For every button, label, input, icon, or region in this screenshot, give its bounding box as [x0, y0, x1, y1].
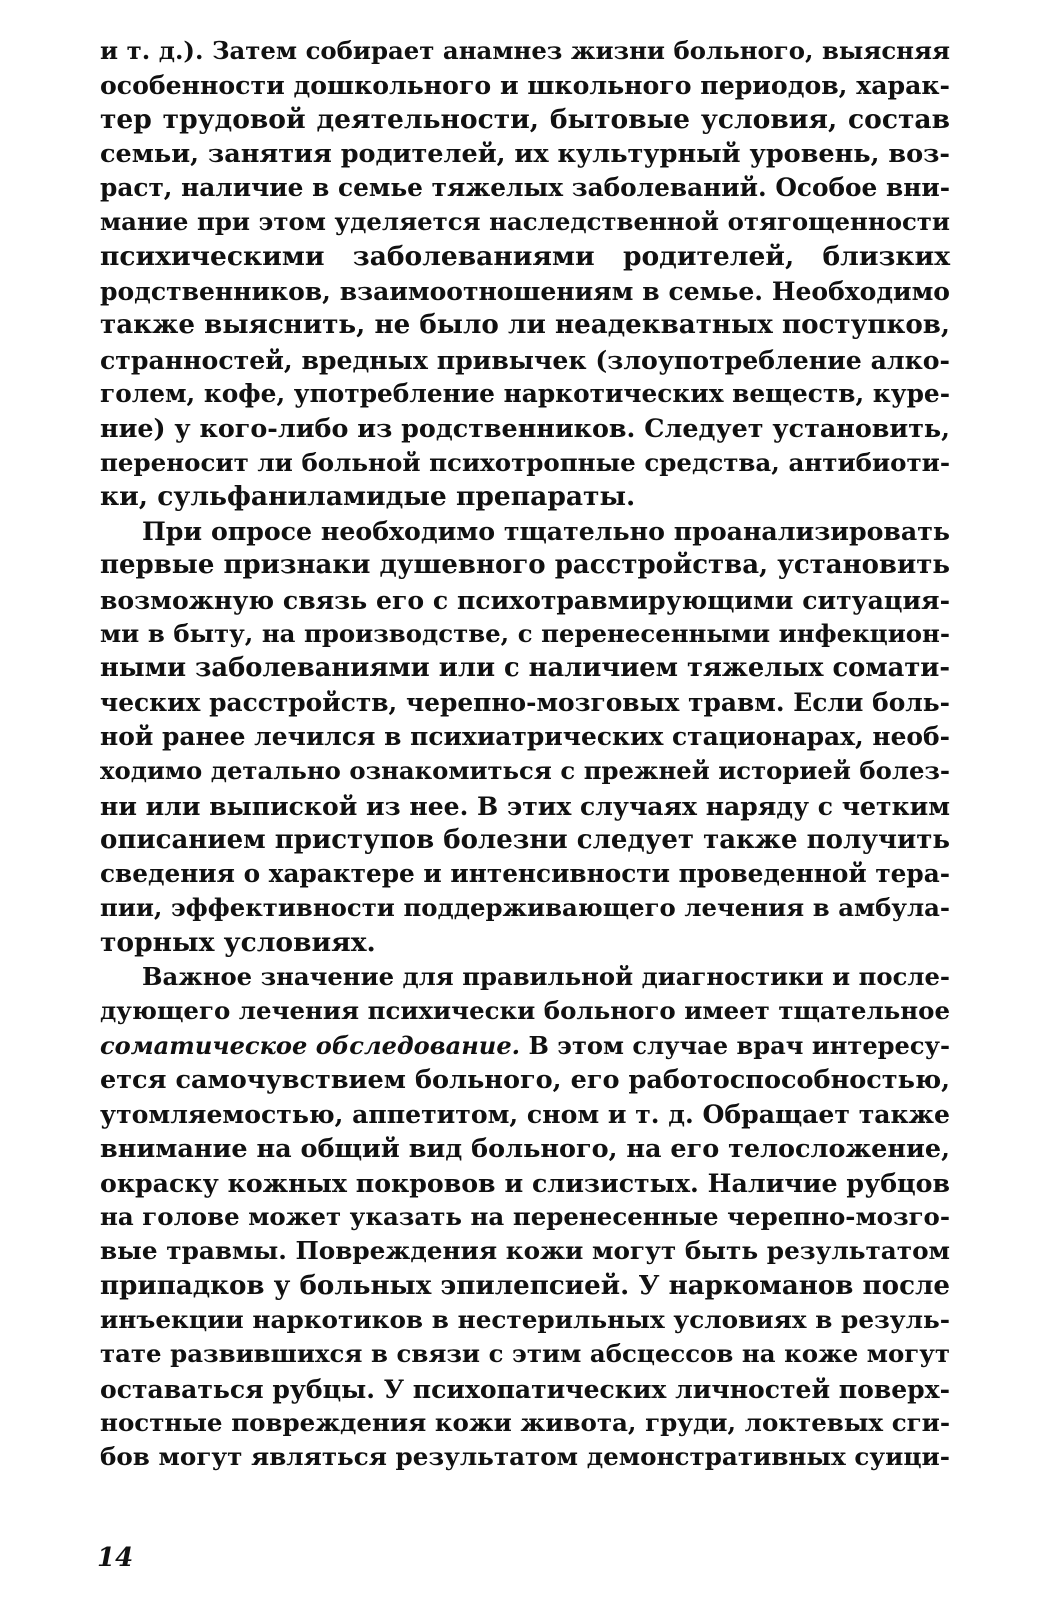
text-line: вые травмы. Повреждения кожи могут быть результатом	[100, 1236, 950, 1266]
text-line: странностей, вредных привычек (злоупотребление алко-	[100, 344, 950, 375]
text-line-mixed	[100, 1029, 950, 1063]
text-line: возможную связь его с психотравмирующими ситуация-	[100, 584, 950, 615]
text-line: ние) у кого-либо из родственников. Следует установить,	[100, 413, 950, 444]
text-line: оставаться рубцы. У психопатических личностей поверх-	[100, 1373, 950, 1404]
text-line: семьи, занятия родителей, их культурный уровень, воз-	[100, 138, 950, 169]
text-line: раст, наличие в семье тяжелых заболеваний. Особое вни-	[100, 173, 950, 203]
text-line: и т. д.). Затем собирает анамнез жизни больного, выясняя	[100, 36, 950, 65]
page-body	[100, 34, 950, 1474]
text-line: ходимо детально ознакомиться с прежней историей болез-	[100, 756, 950, 786]
text-line: первые признаки душевного расстройства, установить	[100, 550, 950, 581]
text-line: инъекции наркотиков в нестерильных условиях в резуль-	[100, 1304, 950, 1334]
text-line: ки, сульфаниламидые препараты.	[100, 480, 636, 512]
text-line: утомляемостью, аппетитом, сном и т. д. Обращает также	[100, 1099, 950, 1130]
text-line: мание при этом уделяется наследственной отягощенности	[100, 207, 950, 237]
page-number: 14	[97, 1543, 134, 1573]
text-line: ется самочувствием больного, его работоспособностью,	[100, 1064, 950, 1095]
text-line: пии, эффективности поддерживающего лечения в амбула-	[100, 893, 950, 923]
text-line: тате развившихся в связи с этим абсцессов на коже могут	[100, 1339, 950, 1369]
emphasis-text: соматическое обследование.	[100, 1030, 521, 1060]
text-line: Важное значение для правильной диагностики и после-	[142, 962, 950, 992]
text-line: бов могут являться результатом демонстративных суици-	[100, 1442, 950, 1472]
text-line: припадков у больных эпилепсией. У наркоманов после	[100, 1269, 950, 1301]
text-line: переносит ли больной психотропные средства, антибиоти-	[100, 447, 950, 477]
text-line: голем, кофе, употребление наркотических веществ, куре-	[100, 378, 950, 408]
text-line: психическими заболеваниями родителей, близких	[100, 240, 950, 272]
text-line: сведения о характере и интенсивности проведенной тера-	[100, 859, 950, 889]
text-line: При опросе необходимо тщательно проанализировать	[142, 516, 950, 547]
text-line: на голове может указать на перенесенные черепно-мозго-	[100, 1202, 950, 1232]
text-line: ной ранее лечился в психиатрических стационарах, необ-	[100, 721, 950, 751]
text-line: описанием приступов болезни следует также получить	[100, 824, 950, 855]
text-line: ми в быту, на производстве, с перенесенными инфекцион-	[100, 619, 950, 649]
text-line: дующего лечения психически больного имеет тщательное	[100, 996, 950, 1026]
text-line: ни или выпиской из нее. В этих случаях наряду с четким	[100, 790, 950, 821]
text-line: тер трудовой деятельности, бытовые условия, состав	[100, 103, 950, 135]
text-line: ческих расстройств, черепно-мозговых травм. Если боль-	[100, 687, 950, 717]
text-line: торных условиях.	[100, 926, 376, 958]
text-line: особенности дошкольного и школьного периодов, харак-	[100, 70, 950, 101]
text-fragment: В этом случае врач интересу-	[520, 1030, 950, 1060]
text-line: внимание на общий вид больного, на его телосложение,	[100, 1133, 950, 1164]
text-line: ными заболеваниями или с наличием тяжелых сомати-	[100, 653, 950, 684]
text-line: окраску кожных покровов и слизистых. Наличие рубцов	[100, 1167, 950, 1198]
text-line: также выяснить, не было ли неадекватных поступков,	[100, 309, 950, 341]
text-line: ностные повреждения кожи живота, груди, локтевых сги-	[100, 1407, 950, 1437]
text-line: родственников, взаимоотношениям в семье. Необходимо	[100, 276, 950, 307]
